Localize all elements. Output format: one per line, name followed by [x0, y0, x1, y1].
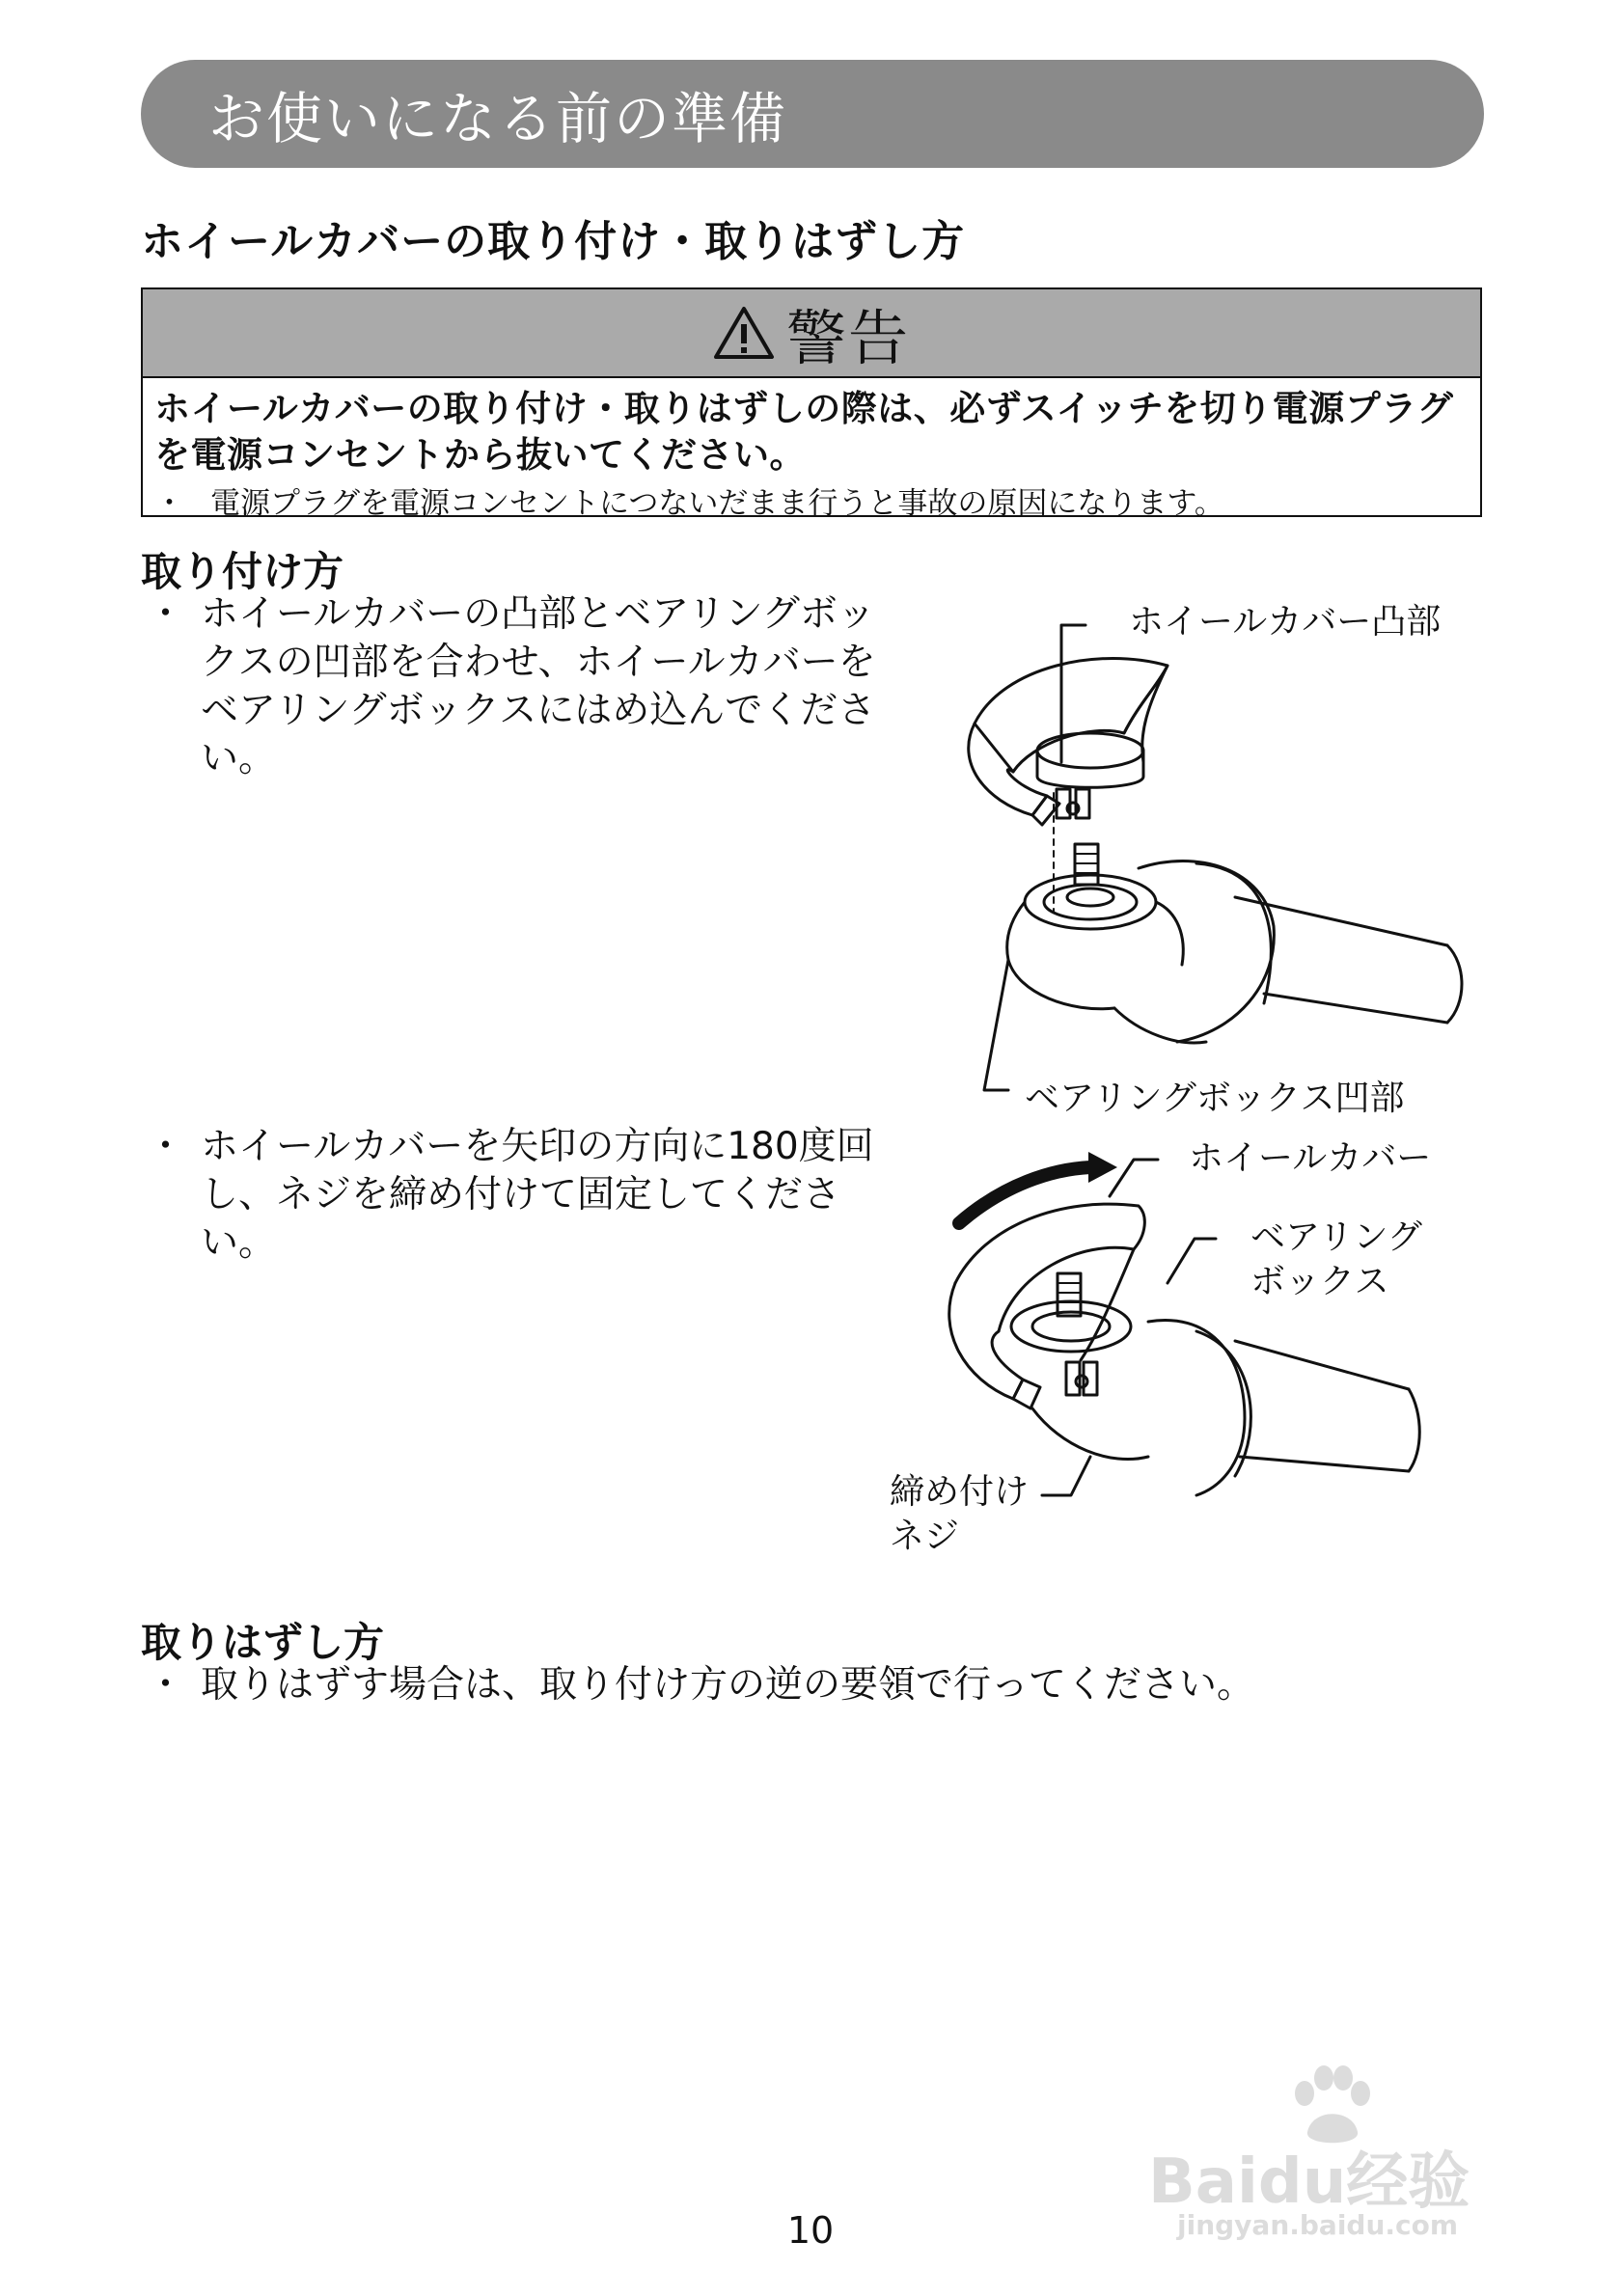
bullet-mark: ・ [147, 1125, 185, 1168]
warning-note-text: 電源プラグを電源コンセントにつないだまま行うと事故の原因になります。 [210, 486, 1224, 521]
install-step-1 [147, 590, 880, 793]
figure-wheel-cover-fitting [946, 579, 1486, 1119]
callout-bearing-box-line1: ベアリング [1250, 1217, 1422, 1257]
install-step-1-text: ホイールカバーの凸部とベアリングボックスの凹部を合わせ、ホイールカバーをベアリングボックスにはめ込んでください。 [201, 592, 876, 780]
bullet-mark: ・ [147, 1663, 185, 1707]
figure-wheel-cover-rotation [926, 1138, 1428, 1582]
callout-screw-line2: ネジ [890, 1517, 960, 1556]
warning-box [141, 287, 1482, 521]
callout-bearing-box-line2: ボックス [1250, 1262, 1389, 1301]
install-step-2 [147, 1123, 880, 1277]
header-bar [141, 60, 1484, 168]
removal-step [147, 1661, 1497, 1719]
callout-wheel-cover: ホイールカバー [1189, 1138, 1432, 1178]
warning-note [154, 478, 1224, 522]
warning-text: ホイールカバーの取り付け・取りはずしの際は、必ずスイッチを切り電源プラグを電源コンセントから抜いてください。 [154, 388, 1454, 476]
warning-triangle-icon [713, 305, 775, 361]
install-title: 取り付け方 [141, 548, 344, 595]
section-title: ホイールカバーの取り付け・取りはずし方 [141, 217, 966, 266]
page-number: 10 [786, 2209, 835, 2252]
callout-screw-line1: 締め付け [890, 1472, 1030, 1512]
bullet-mark: ・ [147, 592, 185, 636]
callout-cover-protrusion: ホイールカバー凸部 [1129, 602, 1442, 642]
callout-bearing-box-recess: ベアリングボックス凹部 [1025, 1079, 1405, 1118]
removal-step-text: 取りはずす場合は、取り付け方の逆の要領で行ってください。 [201, 1663, 1255, 1707]
watermark-brand: Baidu经验 [1148, 2146, 1470, 2218]
install-step-2-text: ホイールカバーを矢印の方向に180度回し、ネジを締め付けて固定してください。 [201, 1125, 874, 1265]
removal-title: 取りはずし方 [141, 1619, 385, 1666]
warning-header [143, 289, 1480, 378]
page-title: お使いになる前の準備 [208, 86, 788, 151]
warning-title: 警告 [785, 302, 910, 373]
watermark-url: jingyan.baidu.com [1177, 2209, 1459, 2241]
bullet-mark: ・ [154, 486, 184, 521]
